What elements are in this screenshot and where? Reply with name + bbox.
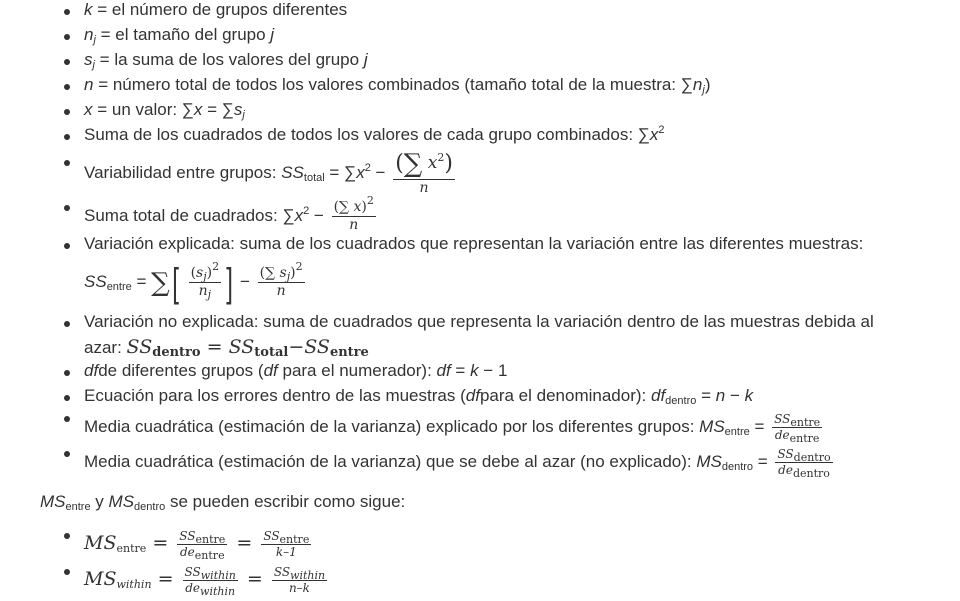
- list-item-errors: Ecuación para los errores dentro de las muestras (dfpara el denominador): $df_{dentro} = n - k$: [84, 386, 754, 407]
- explained-formula: $SS_{entre}$ = ∑[ $\frac{(s_j)^2}{n_j}$ ] − $\frac{(\sum s_j)^2}{n}$: [84, 260, 303, 305]
- formula-ms-entre: $MS_{entre}$ = $\frac{SS_{entre}}{de_{entre}}$ = $\frac{SS_{entre}}{k-1}$: [84, 524, 314, 562]
- list-item-n: n = número total de todos los valores combinados (tamaño total de la muestra: $\sum n_j$): [84, 75, 711, 96]
- list-item-ms-within: Media cuadrática (estimación de la varianza) que se debe al azar (no explicado): $MS_{dentro}$ = $\frac{SS_{dentro}}{de_{dentro}}$: [84, 442, 836, 482]
- unexplained-line2: azar: $SS_{dentro} = SS_{total}-SS_{entre}$: [84, 336, 369, 360]
- list-item-sum-squares: Suma de los cuadrados de todos los valores de cada grupo combinados: $\sum x^2$: [84, 124, 665, 144]
- total-squares-fraction: $\frac{(\sum x)^2}{n}$: [333, 194, 374, 234]
- list-item-k: k = el número de grupos diferentes: [84, 0, 348, 19]
- list-item-explained: Variación explicada: suma de los cuadrados que representan la variación entre las diferentes muestras:: [84, 234, 864, 253]
- list-item-ms-between: Media cuadrática (estimación de la varianza) explicado por los diferentes grupos: $MS_{entre}$ = $\frac{SS_{entre}}{de_{entre}}$: [84, 407, 825, 447]
- list-item-nj: $n_j$ = el tamaño del grupo j: [84, 25, 275, 46]
- list-item-total-squares: Suma total de cuadrados: $\sum x^2$ − $\frac{(\sum x)^2}{n}$: [84, 196, 379, 236]
- variability-fraction: $\frac{(\sum x^2)}{n}$: [395, 149, 453, 197]
- list-item-unexplained: Variación no explicada: suma de cuadrados que representa la variación dentro de las muestras debida al: [84, 312, 874, 331]
- ms-paragraph: $MS_{entre}$ y $MS_{dentro}$ se pueden escribir como sigue:: [40, 492, 406, 513]
- list-item-sj: $s_j$ = la suma de los valores del grupo j: [84, 50, 368, 71]
- list-item-x: x = un valor: $\sum x = \sum s_j$: [84, 100, 245, 121]
- list-item-df: dfde diferentes grupos (df para el numerador): df = k − 1: [84, 361, 508, 380]
- list-item-variability: Variabilidad entre grupos: $SS_{total} = \sum x^2$ − $\frac{(\sum x^2)}{n}$: [84, 151, 458, 193]
- formula-ms-within: $MS_{within}$ = $\frac{SS_{within}}{de_{within}}$ = $\frac{SS_{within}}{n-k}$: [84, 560, 330, 598]
